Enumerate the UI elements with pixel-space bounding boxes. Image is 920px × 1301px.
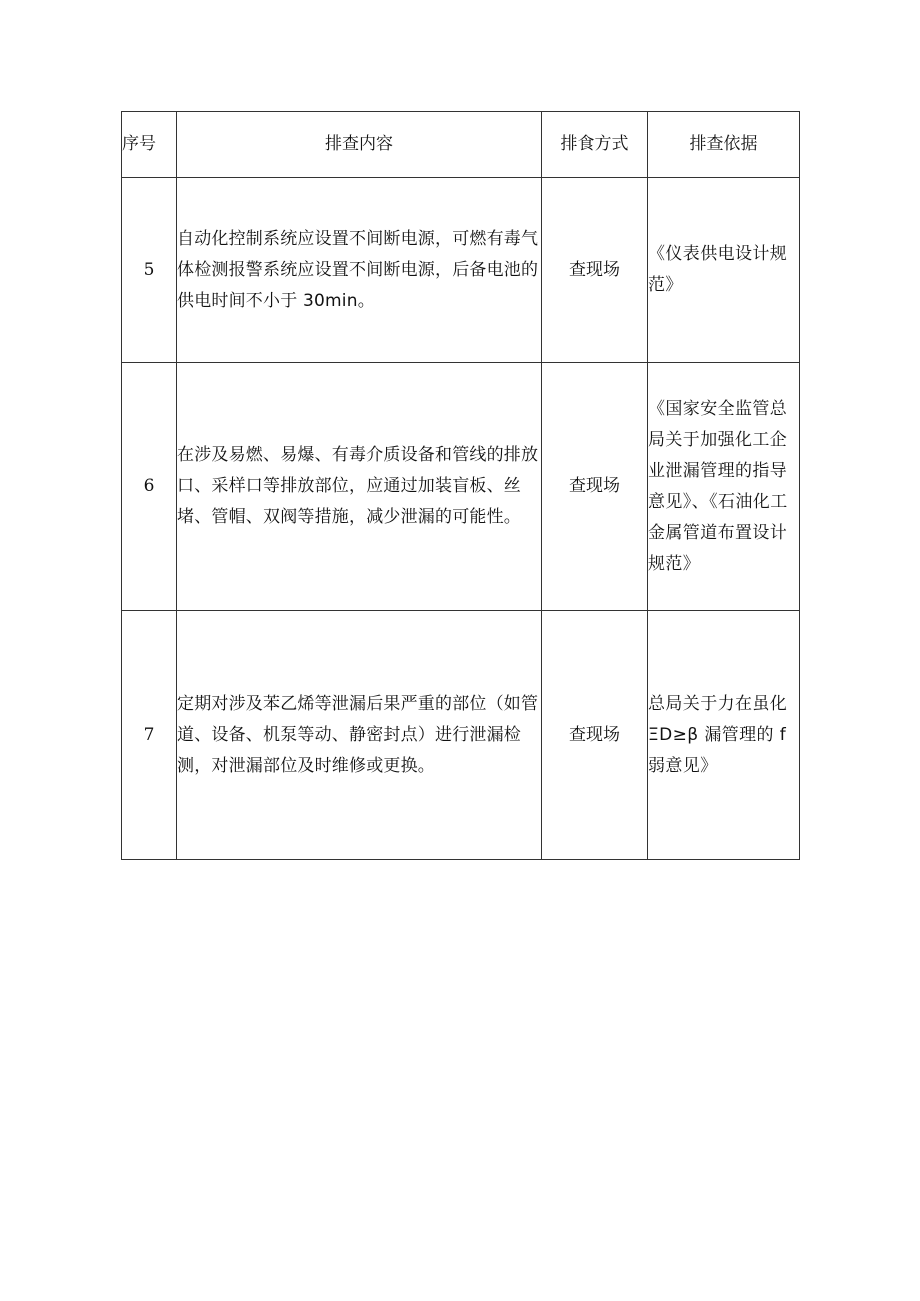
row-basis: 《国家安全监管总局关于加强化工企业泄漏管理的指导意见》、《石油化工金属管道布置设计规范》 [648,363,800,611]
row-method: 查现场 [542,611,648,860]
row-content: 定期对涉及苯乙烯等泄漏后果严重的部位（如管道、设备、机泵等动、静密封点）进行泄漏检测，对泄漏部位及时维修或更换。 [177,611,542,860]
header-content: 排查内容 [177,112,542,178]
row-seq: 5 [122,178,177,363]
row-seq: 6 [122,363,177,611]
row-seq: 7 [122,611,177,860]
row-content: 在涉及易燃、易爆、有毒介质设备和管线的排放口、采样口等排放部位，应通过加装盲板、丝堵、管帽、双阀等措施，减少泄漏的可能性。 [177,363,542,611]
table-row [122,178,800,363]
row-method: 查现场 [542,178,648,363]
inspection-table [121,111,800,860]
table-row [122,363,800,611]
header-method: 排食方式 [542,112,648,178]
row-content: 自动化控制系统应设置不间断电源，可燃有毒气体检测报警系统应设置不间断电源，后备电池的供电时间不小于 30min。 [177,178,542,363]
row-method: 查现场 [542,363,648,611]
row-basis: 总局关于力在虽化ΞD≥β 漏管理的 f 弱意见》 [648,611,800,860]
header-seq: 序号 [122,112,177,178]
table-header-row [122,112,800,178]
header-basis: 排查依据 [648,112,800,178]
table-row [122,611,800,860]
row-basis: 《仪表供电设计规范》 [648,178,800,363]
